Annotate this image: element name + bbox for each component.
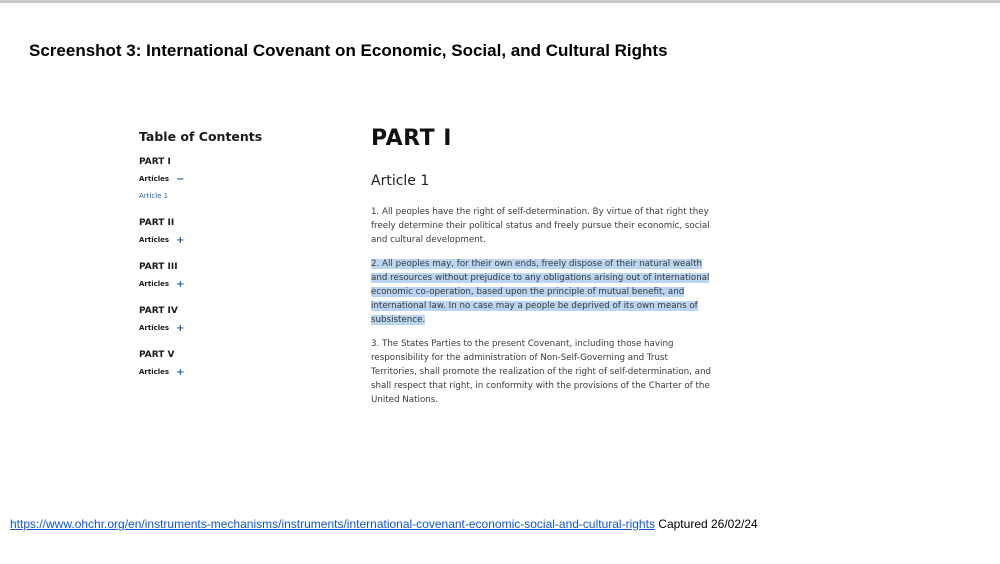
plus-icon[interactable]: + — [176, 278, 185, 290]
toc-part-label[interactable]: PART V — [139, 350, 175, 360]
selected-text: 2. All peoples may, for their own ends, freely dispose of their natural wealth and resources without prejudice to any obligations arising out of international economic co-operation, based upon the principle of mutual benefit, and international law. In no case may a people be deprived of its own means of subsistence. — [371, 258, 710, 326]
capture-date: Captured 26/02/24 — [658, 517, 758, 531]
toc-link-article-1[interactable]: Article 1 — [139, 192, 169, 200]
toc-articles-toggle[interactable] — [139, 280, 339, 288]
embedded-screenshot — [128, 116, 778, 432]
toc-articles-toggle[interactable] — [139, 236, 339, 244]
paragraph-text: 1. All peoples have the right of self-determination. By virtue of that right they freely determine their political status and freely pursue their economic, social and cultural development. — [371, 207, 710, 246]
paragraph-text: 3. The States Parties to the present Covenant, including those having responsibility for the administration of Non-Self-Governing and Trust Territories, shall promote the realization of the right of self-determination, and shall respect that right, in conformity with the provisions of the Charter of the United Nations. — [371, 338, 712, 406]
toc-articles-label: Articles — [139, 236, 170, 244]
article-content — [371, 126, 716, 417]
toc-part-4 — [139, 306, 339, 332]
plus-icon[interactable]: + — [176, 366, 185, 378]
table-of-contents — [139, 129, 339, 394]
article-paragraph — [371, 337, 716, 408]
source-caption — [10, 517, 758, 531]
toc-part-label[interactable]: PART II — [139, 218, 175, 228]
minus-icon[interactable]: − — [176, 173, 185, 185]
article-paragraph — [371, 205, 716, 248]
toc-articles-toggle[interactable] — [139, 175, 339, 183]
plus-icon[interactable]: + — [176, 322, 185, 334]
toc-part-3 — [139, 262, 339, 288]
toc-heading: Table of Contents — [139, 129, 263, 144]
part-title: PART I — [371, 126, 452, 151]
toc-articles-label: Articles — [139, 368, 170, 376]
toc-articles-toggle[interactable] — [139, 368, 339, 376]
toc-part-label[interactable]: PART IV — [139, 306, 178, 316]
toc-part-5 — [139, 350, 339, 376]
plus-icon[interactable]: + — [176, 234, 185, 246]
toc-articles-label: Articles — [139, 175, 170, 183]
article-title: Article 1 — [371, 173, 430, 189]
article-paragraph-selected — [371, 257, 716, 328]
toc-articles-label: Articles — [139, 324, 170, 332]
toc-part-1 — [139, 157, 339, 200]
top-divider — [0, 0, 1000, 3]
toc-part-label[interactable]: PART I — [139, 157, 171, 167]
source-link[interactable]: https://www.ohchr.org/en/instruments-mechanisms/instruments/international-covenant-economic-social-and-cultural-rights — [10, 517, 655, 531]
toc-articles-toggle[interactable] — [139, 324, 339, 332]
toc-part-2 — [139, 218, 339, 244]
toc-part-label[interactable]: PART III — [139, 262, 178, 272]
slide-title: Screenshot 3: International Covenant on Economic, Social, and Cultural Rights — [29, 41, 668, 60]
toc-articles-label: Articles — [139, 280, 170, 288]
